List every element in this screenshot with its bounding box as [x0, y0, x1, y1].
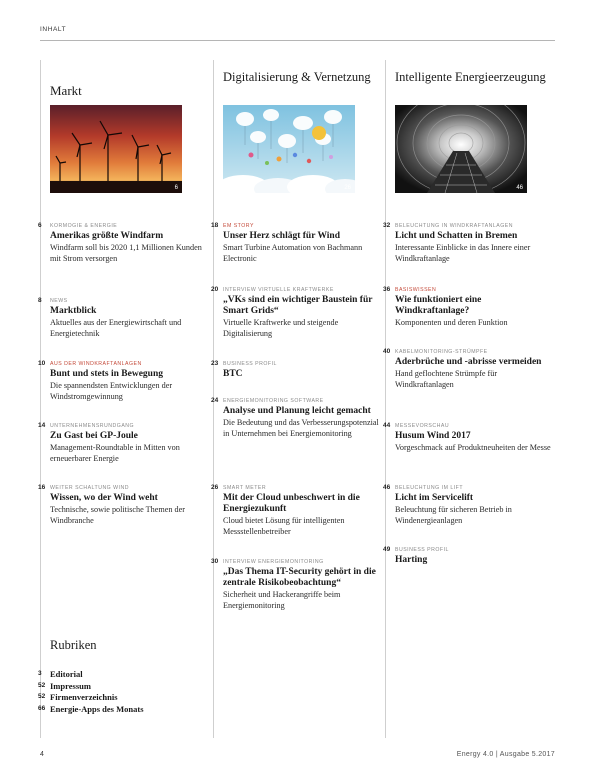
rubriken-title: Rubriken — [50, 638, 97, 652]
entry-kicker: BUSINESS PROFIL — [395, 547, 449, 553]
toc-entry[interactable] — [38, 297, 210, 339]
toc-entry[interactable] — [211, 222, 383, 264]
entry-kicker: UNTERNEHMENSRUNDGANG — [50, 423, 135, 429]
entry-page: 49 — [383, 546, 391, 553]
entry-title: Amerikas größte Windfarm — [50, 231, 164, 241]
rubriken-label: Editorial — [50, 669, 83, 679]
toc-entry[interactable] — [383, 546, 555, 566]
entry-title: Licht und Schatten in Bremen — [395, 231, 518, 241]
entry-subtitle: Virtuelle Kraftwerke und steigende Digitalisierung — [223, 318, 339, 338]
toc-entry[interactable] — [38, 360, 210, 402]
top-divider — [40, 40, 555, 41]
entry-title: Husum Wind 2017 — [395, 431, 471, 441]
entry-page: 6 — [38, 222, 42, 229]
entry-page: 10 — [38, 360, 46, 367]
rubriken-label: Firmenverzeichnis — [50, 692, 118, 702]
entry-kicker: BELEUCHTUNG IN WINDKRAFTANLAGEN — [395, 223, 514, 229]
toc-entry[interactable] — [211, 360, 383, 380]
entry-kicker: KORMOGIE & ENERGIE — [50, 223, 118, 229]
image-page-number: 46 — [516, 185, 523, 191]
entry-title: Harting — [395, 555, 428, 565]
entry-page: 23 — [211, 360, 219, 367]
column-divider — [385, 60, 386, 738]
entry-kicker: INTERVIEW ENERGIEMONITORING — [223, 559, 324, 565]
entry-title: Bunt und stets in Bewegung — [50, 369, 163, 379]
entry-subtitle: Smart Turbine Automation von Bachmann Electronic — [223, 243, 363, 263]
entry-page: 46 — [383, 484, 391, 491]
rubriken-item[interactable] — [38, 681, 208, 693]
rubriken-item[interactable] — [38, 669, 208, 681]
entry-page: 16 — [38, 484, 46, 491]
toc-entry[interactable] — [383, 484, 555, 526]
column-title: Digitalisierung & Vernetzung — [223, 70, 371, 84]
toc-entry[interactable] — [38, 422, 210, 464]
footer-magazine: Energy 4.0 | Ausgabe 5.2017 — [456, 751, 555, 758]
entry-subtitle: Aktuelles aus der Energiewirtschaft und Energietechnik — [50, 318, 182, 338]
entry-title: Wie funktioniert eine Windkraftanlage? — [395, 295, 482, 316]
entry-title: BTC — [223, 369, 243, 379]
tunnel-image[interactable] — [395, 105, 527, 193]
entry-title: Unser Herz schlägt für Wind — [223, 231, 340, 241]
rubriken-page: 3 — [38, 670, 42, 677]
rubriken-page: 52 — [38, 693, 46, 700]
entry-title: Zu Gast bei GP-Joule — [50, 431, 138, 441]
toc-entry[interactable] — [38, 222, 210, 264]
entry-title: Wissen, wo der Wind weht — [50, 493, 158, 503]
toc-entry[interactable] — [383, 222, 555, 264]
entry-page: 14 — [38, 422, 46, 429]
section-label: INHALT — [40, 26, 67, 33]
entry-kicker: AUS DER WINDKRAFTANLAGEN — [50, 361, 142, 367]
entry-kicker: SMART METER — [223, 485, 267, 491]
entry-page: 20 — [211, 286, 219, 293]
rubriken-label: Energie-Apps des Monats — [50, 703, 144, 714]
column-title: Intelligente Energieerzeugung — [395, 70, 546, 84]
entry-subtitle: Komponenten und deren Funktion — [395, 318, 508, 327]
entry-kicker: WEITER SCHALTUNG WIND — [50, 485, 129, 491]
toc-entry[interactable] — [383, 286, 555, 329]
entry-subtitle: Die Bedeutung und das Verbesserungspotenzial in Unternehmen bei Energiemonitoring — [223, 418, 379, 438]
entry-title: Marktblick — [50, 306, 97, 316]
entry-kicker: EM STORY — [223, 223, 254, 229]
entry-subtitle: Die spannendsten Entwicklungen der Windstromgewinnung — [50, 381, 173, 401]
entry-kicker: BELEUCHTUNG IM LIFT — [395, 485, 464, 491]
toc-entry[interactable] — [211, 484, 383, 537]
entry-subtitle: Beleuchtung für sicheren Betrieb in Windenergieanlagen — [395, 505, 512, 525]
entry-title: Licht im Servicelift — [395, 493, 474, 503]
toc-entry[interactable] — [211, 286, 383, 339]
entry-kicker: MESSEVORSCHAU — [395, 423, 450, 429]
entry-subtitle: Vorgeschmack auf Produktneuheiten der Messe — [395, 443, 551, 452]
entry-title: „VKs sind ein wichtiger Baustein für Smart Grids“ — [223, 295, 373, 316]
entry-kicker: BUSINESS PROFIL — [223, 361, 277, 367]
entry-title: „Das Thema IT-Security gehört in die zentrale Risikobeobachtung“ — [223, 567, 376, 588]
rubriken-label: Impressum — [50, 680, 91, 691]
entry-page: 44 — [383, 422, 391, 429]
entry-subtitle: Management-Roundtable in Mitten von erneuerbarer Energie — [50, 443, 180, 463]
entry-page: 26 — [211, 484, 219, 491]
entry-page: 32 — [383, 222, 391, 229]
column-title: Markt — [50, 83, 82, 98]
rubriken-page: 52 — [38, 681, 46, 689]
footer-page-number: 4 — [40, 751, 44, 758]
entry-page: 36 — [383, 286, 391, 293]
rubriken-item[interactable] — [38, 704, 208, 716]
entry-page: 24 — [211, 397, 219, 404]
entry-kicker: BASISWISSEN — [395, 287, 437, 293]
entry-page: 8 — [38, 297, 42, 304]
rubriken-page: 66 — [38, 704, 46, 712]
toc-entry[interactable] — [383, 422, 555, 454]
entry-title: Analyse und Planung leicht gemacht — [223, 406, 371, 416]
toc-entry[interactable] — [211, 558, 383, 611]
entry-subtitle: Sicherheit und Hackerangriffe beim Energiemonitoring — [223, 590, 341, 610]
balloons-image[interactable] — [223, 105, 355, 193]
windfarm-image[interactable] — [50, 105, 182, 193]
column-divider — [40, 60, 41, 738]
entry-page: 18 — [211, 222, 219, 229]
image-page-number: 26 — [344, 185, 351, 191]
entry-subtitle: Technische, sowie politische Themen der Windbranche — [50, 505, 186, 525]
entry-title: Aderbrüche und -abrisse vermeiden — [395, 357, 542, 367]
rubriken-item[interactable] — [38, 692, 208, 704]
entry-kicker: KABELMONITORING-STRÜMPFE — [395, 349, 488, 355]
toc-entry[interactable] — [383, 348, 555, 390]
entry-subtitle: Windfarm soll bis 2020 1,1 Millionen Kunden mit Strom versorgen — [50, 243, 202, 263]
entry-subtitle: Hand geflochtene Strümpfe für Windkraftanlagen — [395, 369, 498, 389]
entry-kicker: INTERVIEW VIRTUELLE KRAFTWERKE — [223, 287, 334, 293]
entry-kicker: ENERGIEMONITORING SOFTWARE — [223, 398, 324, 404]
rubriken-list — [38, 669, 208, 715]
toc-entry[interactable] — [38, 484, 210, 526]
entry-title: Mit der Cloud unbeschwert in die Energiezukunft — [223, 493, 360, 514]
entry-subtitle: Interessante Einblicke in das Innere einer Windkraftanlage — [395, 243, 531, 263]
toc-entry[interactable] — [211, 397, 383, 439]
entry-page: 40 — [383, 348, 391, 355]
entry-kicker: NEWS — [50, 298, 68, 304]
entry-page: 30 — [211, 558, 219, 565]
image-page-number: 6 — [174, 185, 178, 191]
entry-subtitle: Cloud bietet Lösung für intelligenten Messstellenbetreiber — [223, 516, 345, 536]
